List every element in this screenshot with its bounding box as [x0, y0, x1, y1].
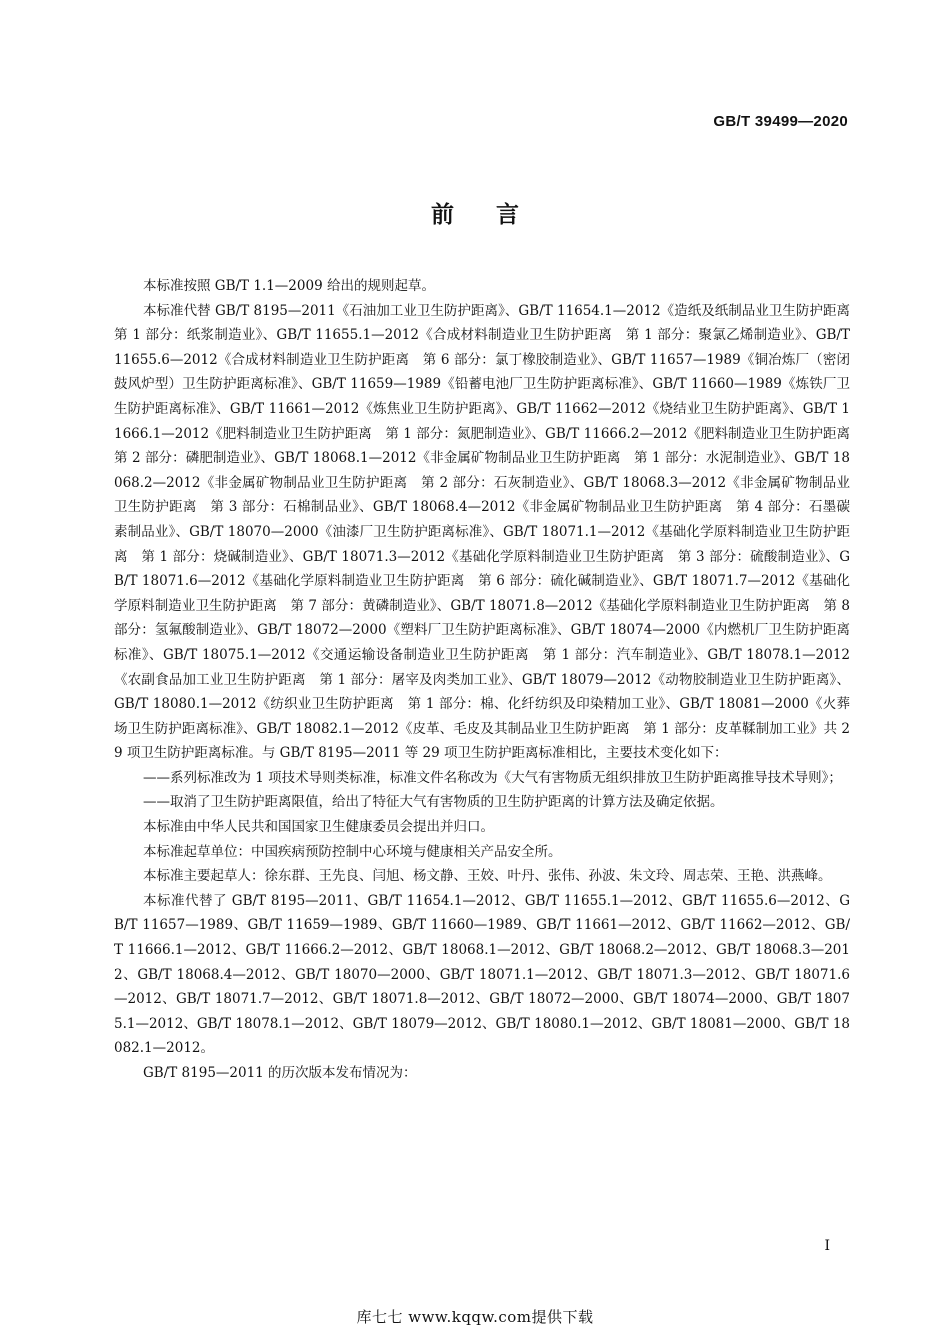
paragraph-superseded-list: 本标准代替了 GB/T 8195—2011、GB/T 11654.1—2012、GB/T 11655.1—2012、GB/T 11655.6—2012、GB/T 11657—1989、GB/T 11659—1989、GB/T 11660—1989、GB/T 11661—2012、GB/T 11662—2012、GB/T 11666.1—2012、GB/T 11666.2—2012、GB/T 18068.1—2012、GB/T 18068.2—2012、GB/T 18068.3—2012、GB/T 18068.4—2012、GB/T 18070—2000、GB/T 18071.1—2012、GB/T 18071.3—2012、GB/T 18071.6—2012、GB/T 18071.7—2012、GB/T 18071.8—2012、GB/T 18072—2000、GB/T 18074—2000、GB/T 18075.1—2012、GB/T 18078.1—2012、GB/T 18079—2012、GB/T 18080.1—2012、GB/T 18081—2000、GB/T 18082.1—2012。 [114, 892, 850, 1057]
change-item-1: ——系列标准改为 1 项技术导则类标准，标准文件名称改为《大气有害物质无组织排放卫生防护距离推导技术导则》； [143, 769, 842, 786]
paragraph-replaced-standards: 本标准代替 GB/T 8195—2011《石油加工业卫生防护距离》、GB/T 11654.1—2012《造纸及纸制品业卫生防护距离 第 1 部分：纸浆制造业》、GB/T 11655.1—2012《合成材料制造业卫生防护距离 第 1 部分：聚氯乙烯制造业》、GB/T 11655.6—2012《合成材料制造业卫生防护距离 第 6 部分：氯丁橡胶制造业》、GB/T 11657—1989《铜冶炼厂（密闭鼓风炉型）卫生防护距离标准》、GB/T 11659—1989《铅蓄电池厂卫生防护距离标准》、GB/T 11660—1989《炼铁厂卫生防护距离标准》、GB/T 11661—2012《炼焦业卫生防护距离》、GB/T 11662—2012《烧结业卫生防护距离》、GB/T 11666.1—2012《肥料制造业卫生防护距离 第 1 部分：氮肥制造业》、GB/T 11666.2—2012《肥料制造业卫生防护距离 第 2 部分：磷肥制造业》、GB/T 18068.1—2012《非金属矿物制品业卫生防护距离 第 1 部分：水泥制造业》、GB/T 18068.2—2012《非金属矿物制品业卫生防护距离 第 2 部分：石灰制造业》、GB/T 18068.3—2012《非金属矿物制品业卫生防护距离 第 3 部分：石棉制品业》、GB/T 18068.4—2012《非金属矿物制品业卫生防护距离 第 4 部分：石墨碳素制品业》、GB/T 18070—2000《油漆厂卫生防护距离标准》、GB/T 18071.1—2012《基础化学原料制造业卫生防护距离 第 1 部分：烧碱制造业》、GB/T 18071.3—2012《基础化学原料制造业卫生防护距离 第 3 部分：硫酸制造业》、GB/T 18071.6—2012《基础化学原料制造业卫生防护距离 第 6 部分：硫化碱制造业》、GB/T 18071.7—2012《基础化学原料制造业卫生防护距离 第 7 部分：黄磷制造业》、GB/T 18071.8—2012《基础化学原料制造业卫生防护距离 第 8 部分：氢氟酸制造业》、GB/T 18072—2000《塑料厂卫生防护距离标准》、GB/T 18074—2000《内燃机厂卫生防护距离标准》、GB/T 18075.1—2012《交通运输设备制造业卫生防护距离 第 1 部分：汽车制造业》、GB/T 18078.1—2012《农副食品加工业卫生防护距离 第 1 部分：屠宰及肉类加工业》、GB/T 18079—2012《动物胶制造业卫生防护距离》、GB/T 18080.1—2012《纺织业卫生防护距离 第 1 部分：棉、化纤纺织及印染精加工业》、GB/T 18081—2000《火葬场卫生防护距离标准》、GB/T 18082.1—2012《皮革、毛皮及其制品业卫生防护距离 第 1 部分：皮革鞣制加工业》共 29 项卫生防护距离标准。与 GB/T 8195—2011 等 29 项卫生防护距离标准相比，主要技术变化如下： [114, 302, 864, 762]
paragraph-proposer: 本标准由中华人民共和国国家卫生健康委员会提出并归口。 [143, 819, 494, 836]
paragraph-version-history: GB/T 8195—2011 的历次版本发布情况为： [143, 1065, 417, 1081]
change-item-2: ——取消了卫生防护距离限值，给出了特征大气有害物质的卫生防护距离的计算方法及确定依据。 [143, 794, 724, 811]
paragraph-drafting-rules: 本标准按照 GB/T 1.1—2009 给出的规则起草。 [143, 278, 435, 294]
paragraph-drafting-unit: 本标准起草单位：中国疾病预防控制中心环境与健康相关产品安全所。 [143, 843, 562, 860]
download-footer: 库七七 www.kqqw.com提供下载 [356, 1308, 594, 1326]
standard-code: GB/T 39499—2020 [713, 113, 848, 130]
page-number: I [824, 1238, 830, 1254]
document-body [114, 274, 864, 1086]
paragraph-drafters: 本标准主要起草人：徐东群、王先良、闫旭、杨文静、王姣、叶丹、张伟、孙波、朱文玲、周志荣、王艳、洪燕峰。 [143, 868, 832, 885]
page-title: 前言 [431, 202, 561, 228]
